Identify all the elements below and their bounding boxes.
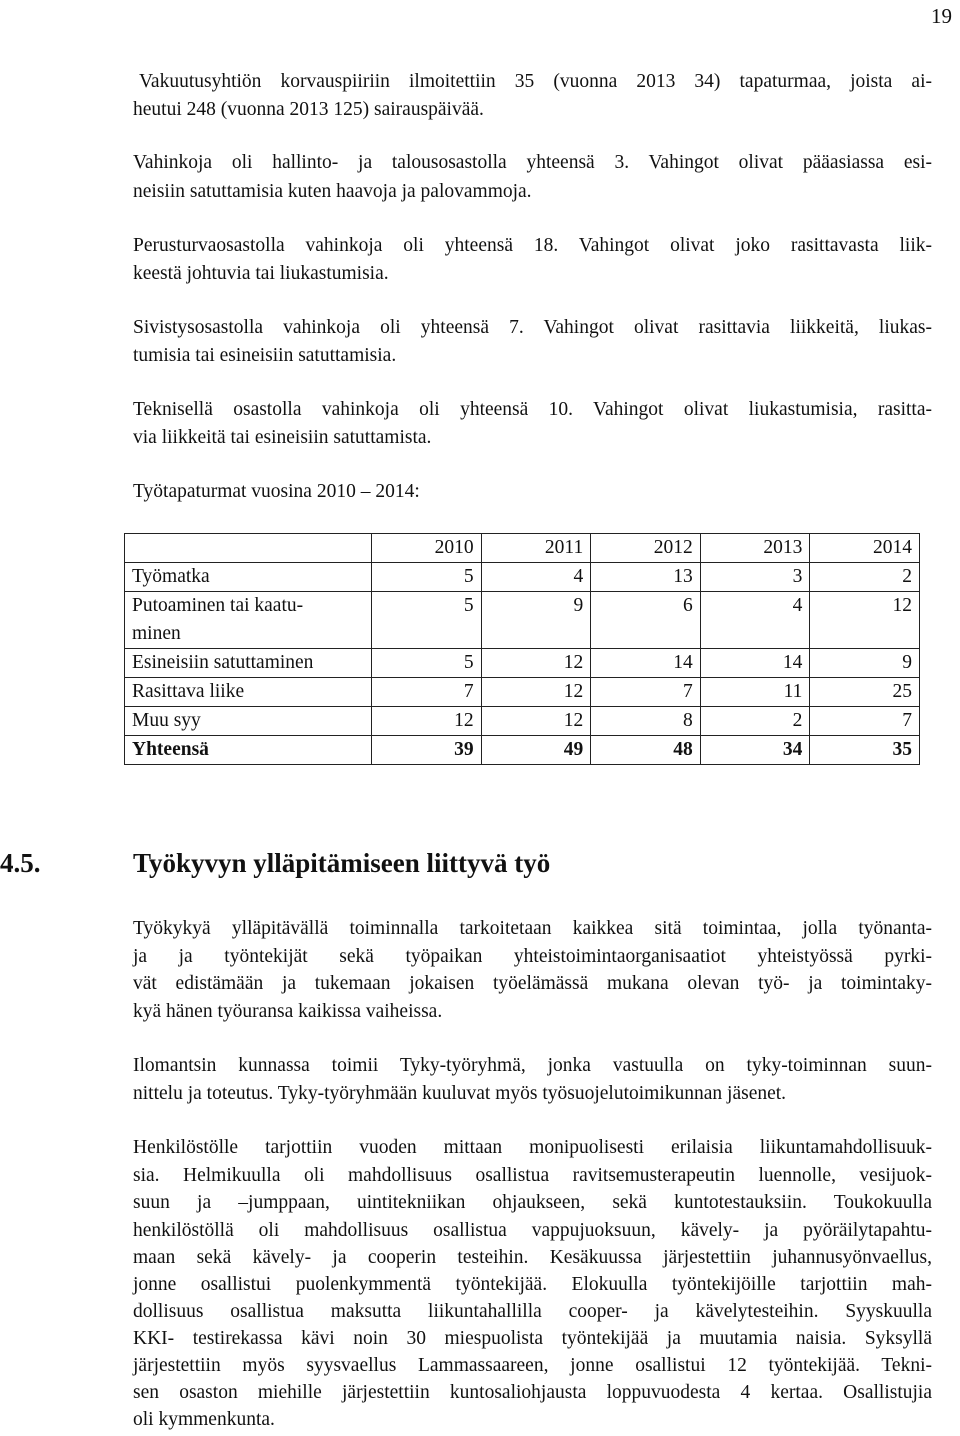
table-cell: 11 (700, 678, 810, 707)
text-line: tumisia tai esineisiin satuttamisia. (133, 345, 397, 366)
table-row (125, 678, 920, 707)
text-line: Vahinkoja oli hallinto- ja talousosastolla yhteensä 3. Vahingot olivat pääasiassa esi- (133, 152, 932, 173)
table-cell: 12 (481, 707, 591, 736)
row-label: Työmatka (125, 563, 372, 592)
table-cell: 39 (372, 736, 482, 765)
table-cell: 34 (700, 736, 810, 765)
text-line: dollisuus osallistua maksutta liikuntahallilla cooper- ja kävelytesteihin. Syyskuulla (133, 1301, 932, 1322)
table-header-cell: 2014 (810, 534, 920, 563)
table-row (125, 649, 920, 678)
section-title: Työkyvyn ylläpitämiseen liittyvä työ (133, 848, 551, 878)
table-cell: 6 (591, 592, 701, 649)
table-cell: 3 (700, 563, 810, 592)
table-cell: 48 (591, 736, 701, 765)
table-total-row (125, 736, 920, 765)
text-line: Teknisellä osastolla vahinkoja oli yhteensä 10. Vahingot olivat liukastumisia, rasitta- (133, 399, 932, 420)
table-cell: 5 (372, 563, 482, 592)
table-cell: 4 (700, 592, 810, 649)
row-label-line: Putoaminen tai kaatu- (132, 595, 304, 616)
text-line: Sivistysosastolla vahinkoja oli yhteensä 7. Vahingot olivat rasittavia liikkeitä, liukas- (133, 317, 932, 338)
text-line: järjestettiin myös syysvaellus Lammassaareen, jonne osallistui 12 työntekijää. Tekni- (133, 1355, 932, 1376)
text-line: Ilomantsin kunnassa toimii Tyky-työryhmä, jonka vastuulla on tyky-toiminnan suun- (133, 1055, 932, 1076)
table-header-cell (125, 534, 372, 563)
table-header-row (125, 534, 920, 563)
table-cell: 12 (481, 649, 591, 678)
text-line: Henkilöstölle tarjottiin vuoden mittaan monipuolisesti erilaisia liikuntamahdollisuuk- (133, 1137, 932, 1158)
table-cell: 2 (810, 563, 920, 592)
table-header-cell: 2012 (591, 534, 701, 563)
text-line: oli kymmenkunta. (133, 1409, 275, 1430)
text-line: vät edistämään ja tukemaan jokaisen työelämässä mukana olevan työ- ja toimintaky- (133, 973, 932, 994)
table-cell: 2 (700, 707, 810, 736)
text-line: suun ja –jumppaan, uintitekniikan ohjaukseen, sekä kuntotestauksiin. Toukokuulla (133, 1192, 932, 1213)
text-line: nittelu ja toteutus. Tyky-työryhmään kuuluvat myös työsuojelutoimikunnan jäsenet. (133, 1083, 787, 1104)
work-accidents-table (124, 533, 920, 765)
table-row (125, 707, 920, 736)
table-cell: 14 (591, 649, 701, 678)
text-line: Vakuutusyhtiön korvauspiiriin ilmoitettiin 35 (vuonna 2013 34) tapaturmaa, joista ai- (139, 71, 932, 92)
text-line: kyä hänen työuransa kaikissa vaiheissa. (133, 1001, 443, 1022)
table-row (125, 563, 920, 592)
text-line: Perusturvaosastolla vahinkoja oli yhteensä 18. Vahingot olivat joko rasittavasta liik- (133, 235, 932, 256)
table-row (125, 592, 920, 649)
text-line: henkilöstöllä oli mahdollisuus osallistua vappujuoksuun, kävely- ja pyöräilytapahtu- (133, 1220, 932, 1241)
page-number: 19 (931, 4, 952, 28)
text-line: keestä johtuvia tai liukastumisia. (133, 263, 389, 284)
table-cell: 35 (810, 736, 920, 765)
text-line: ja ja työntekijät sekä työpaikan yhteistoimintaorganisaatiot yhteistyössä pyrki- (133, 946, 932, 967)
table-cell: 9 (481, 592, 591, 649)
text-line: heutui 248 (vuonna 2013 125) sairauspäivää. (133, 99, 484, 120)
table-cell: 13 (591, 563, 701, 592)
table-cell: 7 (810, 707, 920, 736)
table-header-cell: 2013 (700, 534, 810, 563)
section-number: 4.5. (0, 848, 41, 878)
text-line: via liikkeitä tai esineisiin satuttamista. (133, 427, 432, 448)
table-header-cell: 2011 (481, 534, 591, 563)
table-cell: 7 (591, 678, 701, 707)
row-label: Rasittava liike (125, 678, 372, 707)
text-line: Työtapaturmat vuosina 2010 – 2014: (133, 481, 420, 502)
row-label-line: minen (132, 623, 181, 644)
table-cell: 4 (481, 563, 591, 592)
table-cell: 5 (372, 649, 482, 678)
row-label: Esineisiin satuttaminen (125, 649, 372, 678)
text-line: maan sekä kävely- ja cooperin testeihin. Kesäkuussa järjestettiin juhannusyönvaellus, (133, 1247, 932, 1268)
text-line: jonne osallistui puolenkymmentä työntekijää. Elokuulla työntekijöille tarjottiin mah- (133, 1274, 932, 1295)
table-cell: 12 (372, 707, 482, 736)
table-cell: 12 (810, 592, 920, 649)
row-label (125, 592, 372, 649)
table-cell: 12 (481, 678, 591, 707)
table-header-cell: 2010 (372, 534, 482, 563)
table-cell: 9 (810, 649, 920, 678)
table-cell: 8 (591, 707, 701, 736)
text-line: Työkykyä ylläpitävällä toiminnalla tarkoitetaan kaikkea sitä toimintaa, jolla työnanta- (133, 918, 932, 939)
text-line: sia. Helmikuulla oli mahdollisuus osallistua ravitsemusterapeutin luennolle, vesijuok- (133, 1165, 932, 1186)
row-label: Yhteensä (125, 736, 372, 765)
text-line: sen osaston miehille järjestettiin kuntosaliohjausta loppuvuodesta 4 kertaa. Osallistujia (133, 1382, 932, 1403)
table-cell: 49 (481, 736, 591, 765)
table-cell: 7 (372, 678, 482, 707)
text-line: neisiin satuttamisia kuten haavoja ja palovammoja. (133, 181, 532, 202)
table-cell: 14 (700, 649, 810, 678)
table-cell: 25 (810, 678, 920, 707)
row-label: Muu syy (125, 707, 372, 736)
table-cell: 5 (372, 592, 482, 649)
text-line: KKI- testirekassa kävi noin 30 miespuolista työntekijää ja muutamia naisia. Syksyllä (133, 1328, 932, 1349)
